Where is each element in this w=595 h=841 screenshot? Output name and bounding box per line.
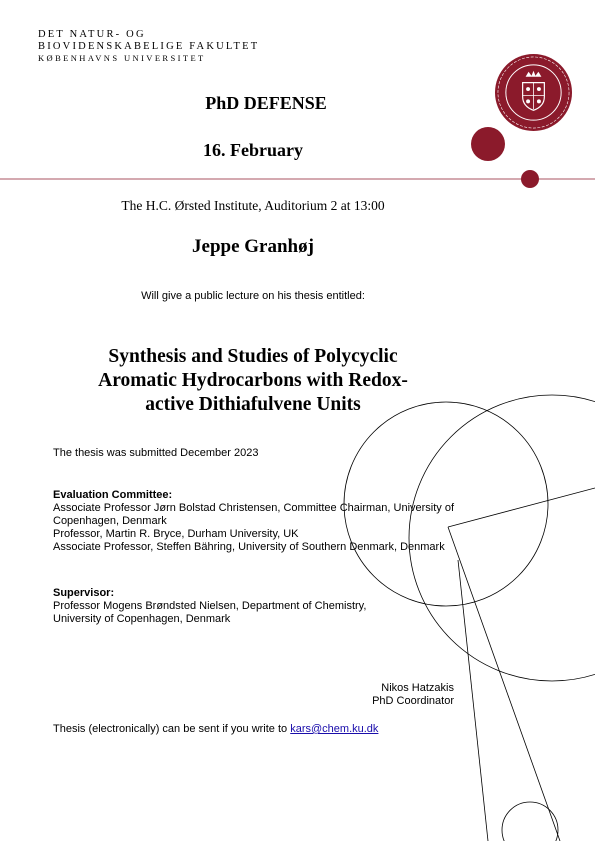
defense-date: 16. February	[203, 140, 303, 160]
decor-line-1	[448, 488, 595, 527]
committee-line: Associate Professor Jørn Bolstad Christensen, Committee Chairman, University of	[53, 502, 455, 514]
accent-dot-small	[521, 170, 539, 188]
committee-line: Professor, Martin R. Bryce, Durham University, UK	[53, 528, 299, 540]
thesis-title-line-2: Aromatic Hydrocarbons with Redox-	[98, 370, 408, 391]
location: The H.C. Ørsted Institute, Auditorium 2 at 13:00	[121, 198, 385, 213]
thesis-title-line-1: Synthesis and Studies of Polycyclic	[108, 346, 398, 367]
intro-text: Will give a public lecture on his thesis entitled:	[141, 290, 365, 302]
thesis-title-line-3: active Dithiafulvene Units	[145, 394, 361, 415]
committee-line: Associate Professor, Steffen Bähring, University of Southern Denmark, Denmark	[53, 541, 445, 553]
committee-line: Copenhagen, Denmark	[53, 515, 167, 527]
coordinator-role: PhD Coordinator	[372, 695, 454, 707]
committee-heading: Evaluation Committee:	[53, 489, 173, 501]
supervisor-line: Professor Mogens Brøndsted Nielsen, Department of Chemistry,	[53, 600, 367, 612]
contact-line	[53, 723, 378, 736]
decor-line-2	[448, 527, 560, 841]
supervisor-section	[53, 587, 366, 626]
thesis-title	[0, 345, 506, 417]
submission-note: The thesis was submitted December 2023	[53, 447, 259, 459]
university-name: KØBENHAVNS UNIVERSITET	[38, 53, 206, 63]
email-link[interactable]: kars@chem.ku.dk	[290, 723, 379, 735]
faculty-line-2: BIOVIDENSKABELIGE FAKULTET	[38, 41, 260, 52]
coordinator-name: Nikos Hatzakis	[381, 682, 454, 694]
page-title: PhD DEFENSE	[205, 93, 327, 113]
candidate-name: Jeppe Granhøj	[192, 236, 314, 257]
committee-section	[53, 489, 454, 554]
faculty-line-1: DET NATUR- OG	[38, 29, 146, 40]
contact-text: Thesis (electronically) can be sent if you write to	[53, 723, 291, 735]
supervisor-heading: Supervisor:	[53, 587, 115, 599]
supervisor-line: University of Copenhagen, Denmark	[53, 613, 231, 625]
coordinator-block	[336, 682, 454, 708]
decor-circle-bottom	[502, 802, 558, 841]
